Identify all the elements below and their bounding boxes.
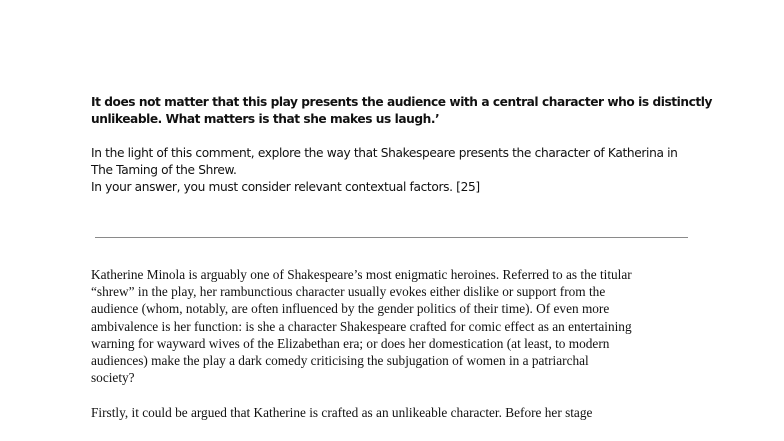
essay-line: warning for wayward wives of the Elizabethan era; or does her domestication (at least, to modern [91, 335, 610, 351]
essay-body [91, 266, 721, 421]
essay-line: Firstly, it could be argued that Katherine is crafted as an unlikeable character. Before her stage [91, 404, 593, 420]
horizontal-divider [95, 237, 688, 238]
essay-paragraph-firstly [91, 404, 721, 421]
essay-line: ambivalence is her function: is she a character Shakespeare crafted for comic effect as an entertaining [91, 318, 632, 334]
essay-paragraph-intro [91, 266, 721, 386]
question-quote [91, 94, 711, 128]
essay-line: “shrew” in the play, her rambunctious character usually evokes either dislike or support from the [91, 284, 606, 300]
prompt-line: In your answer, you must consider relevant contextual factors. [25] [91, 180, 480, 194]
prompt-line: The Taming of the Shrew. [91, 163, 237, 177]
question-prompt [91, 145, 711, 196]
quote-line: unlikeable. What matters is that she makes us laugh.’ [91, 112, 440, 126]
prompt-line: In the light of this comment, explore the way that Shakespeare presents the character of Katherina in [91, 146, 678, 160]
essay-question [91, 94, 711, 196]
quote-line: It does not matter that this play presents the audience with a central character who is distinctly [91, 95, 712, 109]
essay-line: audience (whom, notably, are often influenced by the gender politics of their time). Of even more [91, 301, 610, 317]
essay-line: society? [91, 370, 135, 386]
essay-line: audiences) make the play a dark comedy criticising the subjugation of women in a patriarchal [91, 353, 589, 369]
essay-line: Katherine Minola is arguably one of Shakespeare’s most enigmatic heroines. Referred to as the titular [91, 267, 632, 282]
